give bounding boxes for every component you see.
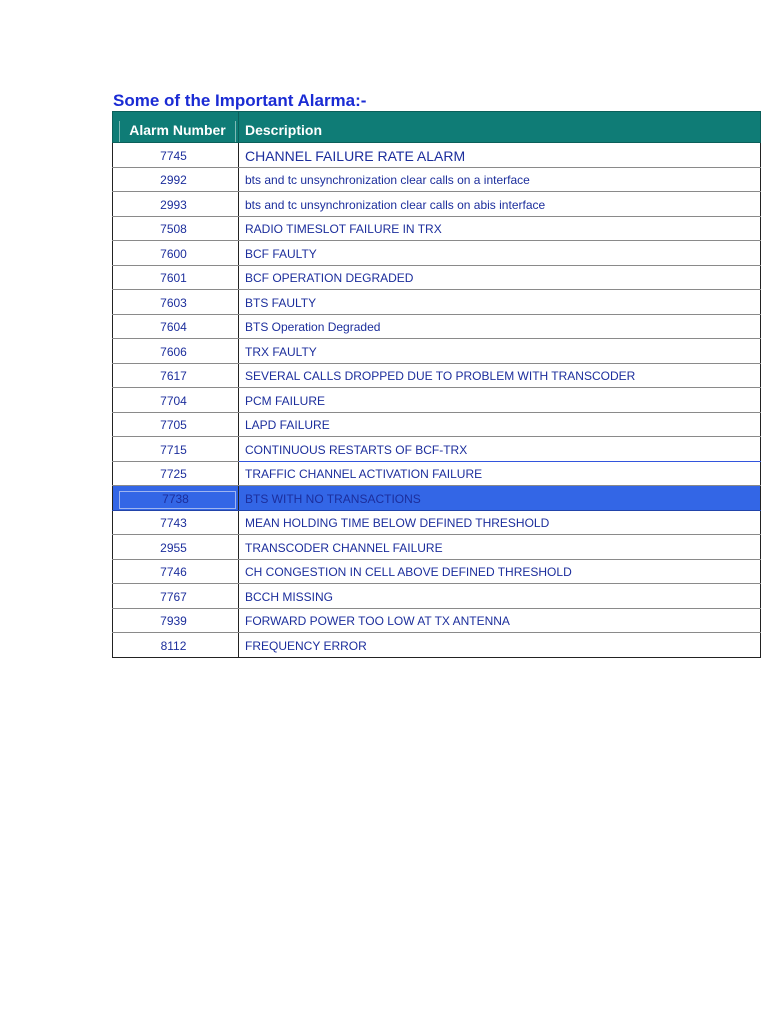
alarm-description: LAPD FAILURE xyxy=(245,418,330,432)
alarm-number-cell xyxy=(113,167,239,192)
description-cell xyxy=(239,216,761,241)
table-row[interactable] xyxy=(113,535,761,560)
alarm-number: 7743 xyxy=(160,516,187,530)
column-header-label: Alarm Number xyxy=(119,121,236,142)
alarm-description: BTS Operation Degraded xyxy=(245,320,381,334)
table-row[interactable] xyxy=(113,437,761,462)
alarm-number: 7603 xyxy=(160,295,187,310)
table-row[interactable] xyxy=(113,412,761,437)
alarm-number: 7725 xyxy=(160,467,187,481)
alarm-description: CONTINUOUS RESTARTS OF BCF-TRX xyxy=(245,442,468,457)
alarm-number: 7746 xyxy=(160,565,187,579)
alarm-description: bts and tc unsynchronization clear calls on abis interface xyxy=(245,197,546,212)
table-row[interactable] xyxy=(113,633,761,658)
alarm-number-cell xyxy=(113,290,239,315)
alarm-description: BCF OPERATION DEGRADED xyxy=(245,271,414,285)
alarm-number: 7600 xyxy=(160,246,187,261)
table-row[interactable] xyxy=(113,167,761,192)
table-row[interactable] xyxy=(113,265,761,290)
alarm-description: PCM FAILURE xyxy=(245,393,326,408)
alarm-number: 7738 xyxy=(119,491,236,509)
alarm-number: 7617 xyxy=(160,369,187,383)
column-header-label: Description xyxy=(245,122,323,138)
table-row[interactable] xyxy=(113,559,761,584)
alarm-number: 7704 xyxy=(160,393,187,408)
description-cell xyxy=(239,265,761,290)
description-cell xyxy=(239,437,761,462)
alarm-number: 7604 xyxy=(160,320,187,334)
alarm-description: TRANSCODER CHANNEL FAILURE xyxy=(245,540,443,555)
description-cell xyxy=(239,363,761,388)
table-row-selected[interactable] xyxy=(113,486,761,511)
alarm-number-cell xyxy=(113,535,239,560)
alarm-number-cell xyxy=(113,388,239,413)
alarm-number: 7715 xyxy=(160,442,187,457)
description-cell xyxy=(239,143,761,168)
table-row[interactable] xyxy=(113,461,761,486)
alarm-number: 7745 xyxy=(160,148,187,163)
table-row[interactable] xyxy=(113,216,761,241)
alarm-description: RADIO TIMESLOT FAILURE IN TRX xyxy=(245,222,442,236)
table-row[interactable] xyxy=(113,143,761,168)
alarm-description: BTS FAULTY xyxy=(245,295,317,310)
table-row[interactable] xyxy=(113,241,761,266)
table-row[interactable] xyxy=(113,290,761,315)
alarm-number: 7508 xyxy=(160,222,187,236)
alarm-number-cell xyxy=(113,412,239,437)
description-cell xyxy=(239,486,761,511)
description-cell xyxy=(239,559,761,584)
alarm-number: 2993 xyxy=(160,197,187,212)
table-row[interactable] xyxy=(113,388,761,413)
column-header-description xyxy=(239,112,761,143)
alarm-number-cell xyxy=(113,584,239,609)
table-row[interactable] xyxy=(113,314,761,339)
alarm-description: CHANNEL FAILURE RATE ALARM xyxy=(245,148,466,164)
description-cell xyxy=(239,290,761,315)
description-cell xyxy=(239,388,761,413)
description-cell xyxy=(239,167,761,192)
alarm-number-cell xyxy=(113,437,239,462)
alarm-number: 7601 xyxy=(160,271,187,285)
alarm-description: CH CONGESTION IN CELL ABOVE DEFINED THRESHOLD xyxy=(245,565,572,579)
alarm-number-cell xyxy=(113,633,239,658)
description-cell xyxy=(239,412,761,437)
table-row[interactable] xyxy=(113,192,761,217)
alarm-description: bts and tc unsynchronization clear calls on a interface xyxy=(245,173,530,187)
description-cell xyxy=(239,314,761,339)
description-cell xyxy=(239,461,761,486)
alarm-number-cell xyxy=(113,608,239,633)
table-row[interactable] xyxy=(113,510,761,535)
alarm-description: BCF FAULTY xyxy=(245,246,317,261)
alarm-description: FREQUENCY ERROR xyxy=(245,638,367,653)
description-cell xyxy=(239,608,761,633)
alarm-description: BTS WITH NO TRANSACTIONS xyxy=(245,491,421,506)
alarm-number: 7767 xyxy=(160,589,187,604)
description-cell xyxy=(239,633,761,658)
alarm-number-cell xyxy=(113,559,239,584)
table-row[interactable] xyxy=(113,608,761,633)
page-title: Some of the Important Alarma:- xyxy=(113,91,367,110)
table-row[interactable] xyxy=(113,339,761,364)
alarm-number-cell xyxy=(113,339,239,364)
description-cell xyxy=(239,584,761,609)
alarm-number-cell xyxy=(113,143,239,168)
table-row[interactable] xyxy=(113,363,761,388)
alarm-number: 2992 xyxy=(160,173,187,187)
alarm-description: BCCH MISSING xyxy=(245,589,334,604)
alarm-number: 7606 xyxy=(160,344,187,359)
alarm-number-cell xyxy=(113,461,239,486)
description-cell xyxy=(239,535,761,560)
alarm-number-cell xyxy=(113,265,239,290)
table-row[interactable] xyxy=(113,584,761,609)
alarm-number-cell xyxy=(113,192,239,217)
alarm-number: 2955 xyxy=(160,540,187,555)
alarm-description: FORWARD POWER TOO LOW AT TX ANTENNA xyxy=(245,614,510,628)
alarm-number-cell xyxy=(113,216,239,241)
alarm-number-cell xyxy=(113,241,239,266)
description-cell xyxy=(239,510,761,535)
description-cell xyxy=(239,192,761,217)
alarm-number-cell xyxy=(113,510,239,535)
alarm-number-cell xyxy=(113,363,239,388)
alarm-number-cell xyxy=(113,486,239,511)
alarm-description: MEAN HOLDING TIME BELOW DEFINED THRESHOLD xyxy=(245,516,550,530)
alarm-description: TRX FAULTY xyxy=(245,344,317,359)
alarm-description: TRAFFIC CHANNEL ACTIVATION FAILURE xyxy=(245,467,483,481)
alarm-number-cell xyxy=(113,314,239,339)
description-cell xyxy=(239,241,761,266)
description-cell xyxy=(239,339,761,364)
alarm-table xyxy=(112,111,761,658)
column-header-alarm-number xyxy=(113,112,239,143)
alarm-description: SEVERAL CALLS DROPPED DUE TO PROBLEM WITH TRANSCODER xyxy=(245,369,636,383)
alarm-number: 8112 xyxy=(160,638,187,653)
alarm-number: 7939 xyxy=(160,614,187,628)
alarm-number: 7705 xyxy=(160,418,187,432)
table-header-row xyxy=(113,112,761,143)
